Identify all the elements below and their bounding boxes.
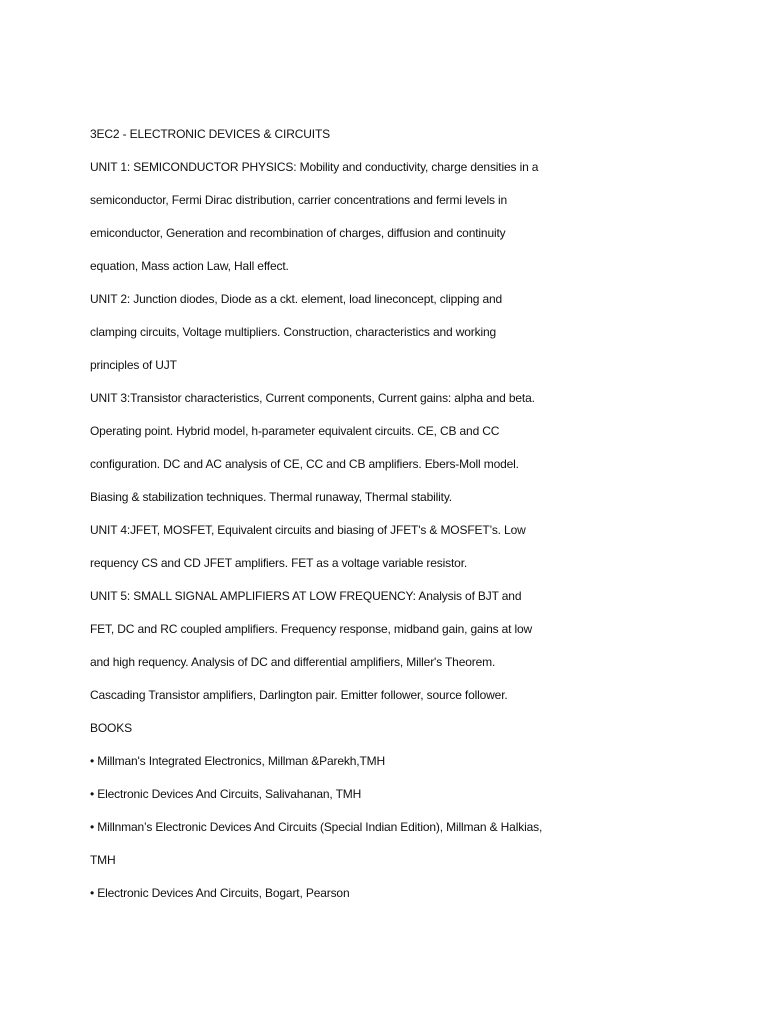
unit-1-line-4: equation, Mass action Law, Hall effect.	[90, 259, 289, 273]
books-heading: BOOKS	[90, 721, 132, 735]
book-item-2: • Electronic Devices And Circuits, Salivahanan, TMH	[90, 787, 362, 801]
course-title: 3EC2 - ELECTRONIC DEVICES & CIRCUITS	[90, 127, 330, 141]
book-item-3: • Millnman’s Electronic Devices And Circuits (Special Indian Edition), Millman & Halkias,	[90, 820, 543, 834]
unit-3-line-2: Operating point. Hybrid model, h-parameter equivalent circuits. CE, CB and CC	[90, 424, 500, 438]
unit-5-line-1: UNIT 5: SMALL SIGNAL AMPLIFIERS AT LOW FREQUENCY: Analysis of BJT and	[90, 589, 522, 603]
unit-2-line-2: clamping circuits, Voltage multipliers. Construction, characteristics and working	[90, 325, 497, 339]
unit-5-line-4: Cascading Transistor amplifiers, Darlington pair. Emitter follower, source follower.	[90, 688, 508, 702]
unit-3-line-3: configuration. DC and AC analysis of CE, CC and CB amplifiers. Ebers-Moll model.	[90, 457, 519, 471]
unit-3-line-1: UNIT 3:Transistor characteristics, Current components, Current gains: alpha and beta.	[90, 391, 535, 405]
unit-1-line-3: emiconductor, Generation and recombination of charges, diffusion and continuity	[90, 226, 506, 240]
book-item-4: • Electronic Devices And Circuits, Bogart, Pearson	[90, 886, 350, 900]
book-item-1: • Millman's Integrated Electronics, Millman &Parekh,TMH	[90, 754, 386, 768]
unit-1-line-1: UNIT 1: SEMICONDUCTOR PHYSICS: Mobility and conductivity, charge densities in a	[90, 160, 539, 174]
unit-5-line-3: and high requency. Analysis of DC and differential amplifiers, Miller's Theorem.	[90, 655, 496, 669]
unit-4-line-2: requency CS and CD JFET amplifiers. FET as a voltage variable resistor.	[90, 556, 468, 570]
unit-3-line-4: Biasing & stabilization techniques. Thermal runaway, Thermal stability.	[90, 490, 452, 504]
unit-2-line-3: principles of UJT	[90, 358, 177, 372]
unit-4-line-1: UNIT 4:JFET, MOSFET, Equivalent circuits and biasing of JFET's & MOSFET’s. Low	[90, 523, 526, 537]
unit-5-line-2: FET, DC and RC coupled amplifiers. Frequency response, midband gain, gains at low	[90, 622, 533, 636]
unit-1-line-2: semiconductor, Fermi Dirac distribution, carrier concentrations and fermi levels in	[90, 193, 508, 207]
unit-2-line-1: UNIT 2: Junction diodes, Diode as a ckt. element, load lineconcept, clipping and	[90, 292, 503, 306]
book-item-3-continued: TMH	[90, 853, 116, 867]
syllabus-text	[90, 124, 730, 916]
